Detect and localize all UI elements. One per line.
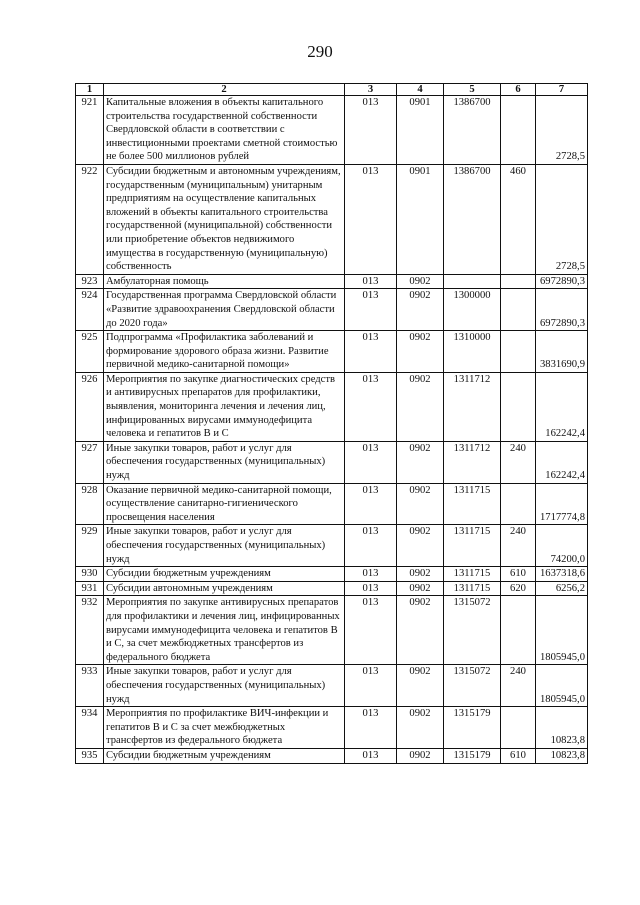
- row-sum: 1805945,0: [536, 665, 588, 707]
- row-number: 929: [76, 525, 104, 567]
- row-code-6: [501, 707, 536, 749]
- row-code-6: 620: [501, 581, 536, 596]
- table-row: [76, 748, 588, 763]
- row-code-6: 240: [501, 525, 536, 567]
- row-code-5: 1311715: [444, 525, 501, 567]
- row-code-3: 013: [345, 581, 397, 596]
- row-code-3: 013: [345, 289, 397, 331]
- row-name: Субсидии бюджетным учреждениям: [104, 567, 345, 582]
- column-header: 7: [536, 84, 588, 96]
- table-row: [76, 274, 588, 289]
- column-header: 6: [501, 84, 536, 96]
- row-code-5: [444, 274, 501, 289]
- row-name: Государственная программа Свердловской области «Развитие здравоохранения Свердловской области до 2020 года»: [104, 289, 345, 331]
- row-sum: 10823,8: [536, 748, 588, 763]
- row-code-5: 1311715: [444, 567, 501, 582]
- row-sum: 162242,4: [536, 441, 588, 483]
- row-name: Подпрограмма «Профилактика заболеваний и формирование здорового образа жизни. Развитие первичной медико-санитарной помощи»: [104, 331, 345, 373]
- row-number: 934: [76, 707, 104, 749]
- column-header: 3: [345, 84, 397, 96]
- row-name: Иные закупки товаров, работ и услуг для обеспечения государственных (муниципальных) нужд: [104, 525, 345, 567]
- row-number: 922: [76, 164, 104, 274]
- row-code-5: 1315179: [444, 707, 501, 749]
- row-number: 927: [76, 441, 104, 483]
- column-header: 1: [76, 84, 104, 96]
- row-number: 930: [76, 567, 104, 582]
- row-code-5: 1311715: [444, 581, 501, 596]
- table-row: [76, 525, 588, 567]
- row-name: Иные закупки товаров, работ и услуг для обеспечения государственных (муниципальных) нужд: [104, 665, 345, 707]
- row-code-4: 0902: [397, 483, 444, 525]
- row-sum: 74200,0: [536, 525, 588, 567]
- column-header: 5: [444, 84, 501, 96]
- row-name: Иные закупки товаров, работ и услуг для обеспечения государственных (муниципальных) нужд: [104, 441, 345, 483]
- row-sum: 6256,2: [536, 581, 588, 596]
- row-code-4: 0902: [397, 372, 444, 441]
- row-code-5: 1315179: [444, 748, 501, 763]
- table-row: [76, 289, 588, 331]
- row-number: 924: [76, 289, 104, 331]
- row-code-3: 013: [345, 96, 397, 165]
- row-sum: 2728,5: [536, 96, 588, 165]
- row-code-5: 1311712: [444, 441, 501, 483]
- row-code-6: 240: [501, 441, 536, 483]
- row-sum: 6972890,3: [536, 274, 588, 289]
- row-code-4: 0901: [397, 96, 444, 165]
- row-code-4: 0902: [397, 665, 444, 707]
- row-code-4: 0902: [397, 525, 444, 567]
- table-row: [76, 483, 588, 525]
- row-code-3: 013: [345, 483, 397, 525]
- row-code-4: 0902: [397, 748, 444, 763]
- row-name: Амбулаторная помощь: [104, 274, 345, 289]
- row-sum: 10823,8: [536, 707, 588, 749]
- row-code-4: 0902: [397, 289, 444, 331]
- row-code-4: 0902: [397, 596, 444, 665]
- row-code-3: 013: [345, 274, 397, 289]
- row-number: 932: [76, 596, 104, 665]
- row-code-3: 013: [345, 525, 397, 567]
- row-sum: 1637318,6: [536, 567, 588, 582]
- row-name: Оказание первичной медико-санитарной помощи, осуществление санитарно-гигиенического просвещения населения: [104, 483, 345, 525]
- row-name: Субсидии автономным учреждениям: [104, 581, 345, 596]
- row-number: 935: [76, 748, 104, 763]
- row-name: Мероприятия по закупке антивирусных препаратов для профилактики и лечения лиц, инфицированных вирусами иммунодефицита человека и гепатитов В и С, за счет межбюджетных трансфертов из федерального бюджета: [104, 596, 345, 665]
- header-row: [76, 84, 588, 96]
- table-row: [76, 596, 588, 665]
- row-code-4: 0902: [397, 707, 444, 749]
- row-number: 931: [76, 581, 104, 596]
- row-code-4: 0902: [397, 331, 444, 373]
- row-sum: 2728,5: [536, 164, 588, 274]
- table-row: [76, 164, 588, 274]
- row-code-5: 1311712: [444, 372, 501, 441]
- table-row: [76, 707, 588, 749]
- row-sum: 162242,4: [536, 372, 588, 441]
- row-code-3: 013: [345, 331, 397, 373]
- row-code-3: 013: [345, 372, 397, 441]
- row-code-3: 013: [345, 441, 397, 483]
- row-sum: 1805945,0: [536, 596, 588, 665]
- row-number: 928: [76, 483, 104, 525]
- row-code-3: 013: [345, 707, 397, 749]
- table-row: [76, 441, 588, 483]
- row-name: Капитальные вложения в объекты капитального строительства государственной собственности Свердловской области в соответствии с инвестиционными проектами сметной стоимостью не более 500 миллионов рублей: [104, 96, 345, 165]
- row-code-5: 1300000: [444, 289, 501, 331]
- row-name: Мероприятия по профилактике ВИЧ-инфекции и гепатитов В и С за счет межбюджетных трансфертов из федерального бюджета: [104, 707, 345, 749]
- row-name: Субсидии бюджетным учреждениям: [104, 748, 345, 763]
- row-code-4: 0902: [397, 441, 444, 483]
- row-number: 926: [76, 372, 104, 441]
- row-code-3: 013: [345, 567, 397, 582]
- row-code-5: 1315072: [444, 596, 501, 665]
- row-code-5: 1315072: [444, 665, 501, 707]
- row-code-6: 240: [501, 665, 536, 707]
- row-code-6: [501, 331, 536, 373]
- table-row: [76, 567, 588, 582]
- row-code-6: 460: [501, 164, 536, 274]
- row-number: 925: [76, 331, 104, 373]
- table-row: [76, 96, 588, 165]
- table-row: [76, 581, 588, 596]
- row-code-6: [501, 372, 536, 441]
- row-sum: 6972890,3: [536, 289, 588, 331]
- table-row: [76, 372, 588, 441]
- row-code-4: 0901: [397, 164, 444, 274]
- row-code-4: 0902: [397, 567, 444, 582]
- table-row: [76, 665, 588, 707]
- row-code-6: [501, 274, 536, 289]
- row-code-6: [501, 483, 536, 525]
- row-code-6: [501, 596, 536, 665]
- row-code-6: [501, 289, 536, 331]
- row-code-5: 1310000: [444, 331, 501, 373]
- row-code-5: 1386700: [444, 164, 501, 274]
- column-header: 4: [397, 84, 444, 96]
- table-row: [76, 331, 588, 373]
- page-number: 290: [307, 42, 333, 61]
- row-code-6: [501, 96, 536, 165]
- row-sum: 3831690,9: [536, 331, 588, 373]
- row-code-3: 013: [345, 665, 397, 707]
- row-name: Мероприятия по закупке диагностических средств и антивирусных препаратов для профилактики, выявления, мониторинга лечения и лечения лиц, инфицированных вирусами иммунодефицита человека и гепатитов В и С: [104, 372, 345, 441]
- row-sum: 1717774,8: [536, 483, 588, 525]
- row-code-3: 013: [345, 748, 397, 763]
- budget-table: [75, 83, 588, 764]
- row-code-5: 1386700: [444, 96, 501, 165]
- row-code-3: 013: [345, 596, 397, 665]
- row-number: 933: [76, 665, 104, 707]
- row-code-5: 1311715: [444, 483, 501, 525]
- row-name: Субсидии бюджетным и автономным учреждениям, государственным (муниципальным) унитарным предприятиям на осуществление капитальных вложений в объекты капитального строительства государственной (муниципальной) собственности или приобретение объектов недвижимого имущества в государственную (муниципальную) собственность: [104, 164, 345, 274]
- row-number: 921: [76, 96, 104, 165]
- row-number: 923: [76, 274, 104, 289]
- row-code-4: 0902: [397, 274, 444, 289]
- row-code-3: 013: [345, 164, 397, 274]
- row-code-6: 610: [501, 567, 536, 582]
- row-code-6: 610: [501, 748, 536, 763]
- column-header: 2: [104, 84, 345, 96]
- row-code-4: 0902: [397, 581, 444, 596]
